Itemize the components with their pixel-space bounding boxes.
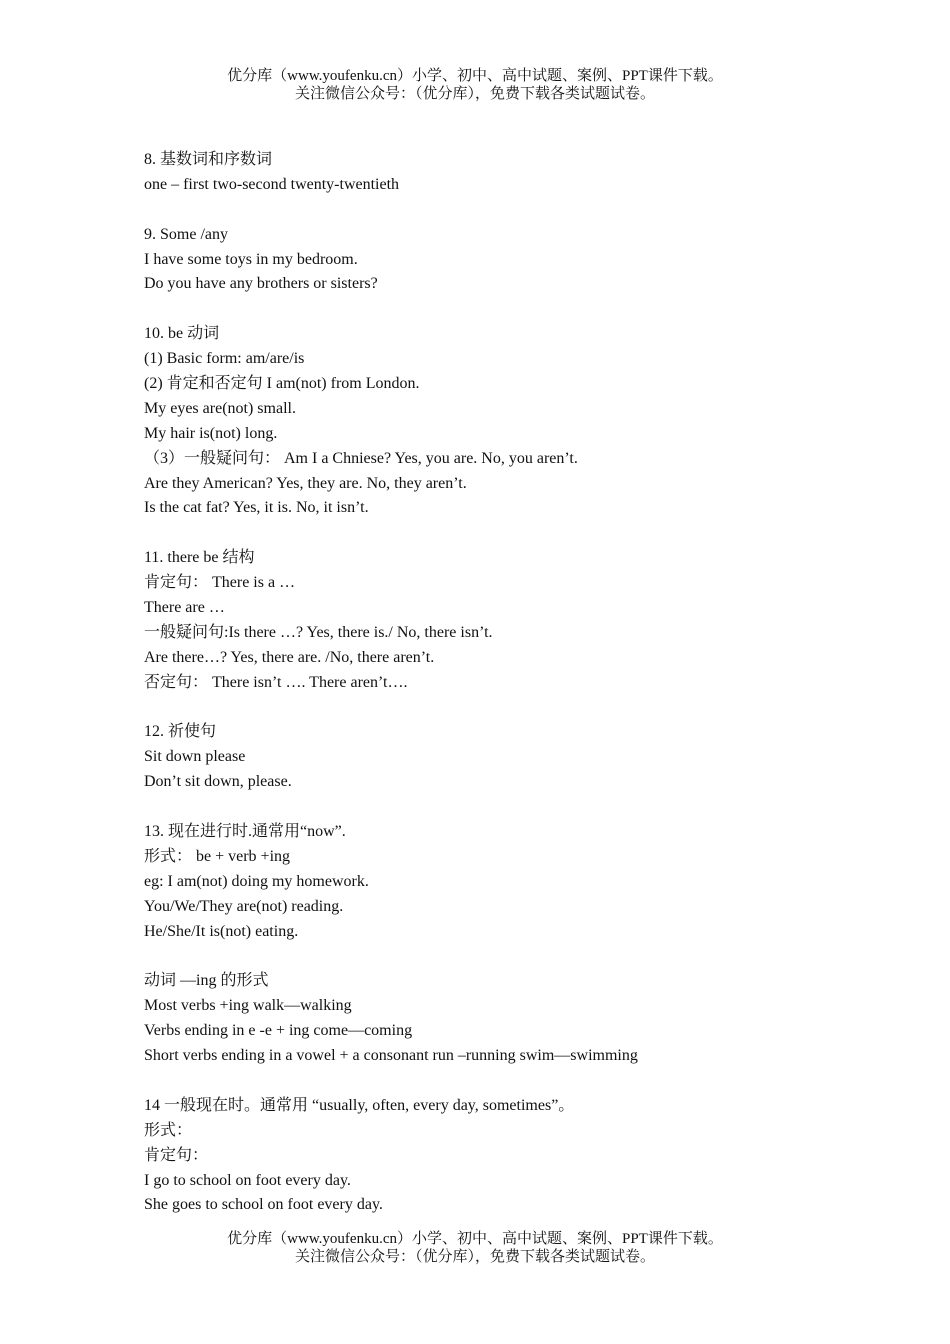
text-line: 13. 现在进行时.通常用“now”. xyxy=(144,823,346,841)
text-line: 形式： xyxy=(144,1121,193,1139)
text-line: 肯定句： There is a … xyxy=(144,574,296,592)
text-line: Is the cat fat? Yes, it is. No, it isn’t. xyxy=(144,499,369,517)
text-line: 形式： be + verb +ing xyxy=(144,847,291,865)
footer-line-1: 优分库（www.youfenku.cn）小学、初中、高中试题、案例、PPT课件下载。 xyxy=(227,1231,723,1247)
text-line: You/We/They are(not) reading. xyxy=(144,897,344,915)
text-line: My hair is(not) long. xyxy=(144,424,278,442)
blank-line xyxy=(144,521,904,546)
text-line: 8. 基数词和序数词 xyxy=(144,151,273,168)
text-line: Sit down please xyxy=(144,748,246,766)
text-line: (2) 肯定和否定句 I am(not) from London. xyxy=(144,375,420,393)
blank-line xyxy=(144,1069,904,1094)
text-line: Are they American? Yes, they are. No, they aren’t. xyxy=(144,474,467,492)
text-line: 11. there be 结构 xyxy=(144,549,255,567)
text-line: My eyes are(not) small. xyxy=(144,399,296,417)
text-line: Short verbs ending in a vowel + a consonant run –running swim—swimming xyxy=(144,1047,638,1065)
page-footer xyxy=(0,1230,950,1266)
text-line: Verbs ending in e -e + ing come—coming xyxy=(144,1022,413,1040)
text-line: (1) Basic form: am/are/is xyxy=(144,350,305,368)
text-line: 否定句： There isn’t …. There aren’t…. xyxy=(144,673,408,691)
blank-line xyxy=(144,696,904,721)
text-line: eg: I am(not) doing my homework. xyxy=(144,872,369,890)
text-line: Don’t sit down, please. xyxy=(144,773,292,791)
blank-line xyxy=(144,795,904,820)
text-line: She goes to school on foot every day. xyxy=(144,1196,383,1214)
blank-line xyxy=(144,945,904,970)
page-header xyxy=(0,67,950,103)
text-line: Do you have any brothers or sisters? xyxy=(144,275,378,293)
text-line: I go to school on foot every day. xyxy=(144,1171,351,1189)
text-line: 14 一般现在时。通常用 “usually, often, every day, sometimes”。 xyxy=(144,1096,575,1114)
document-body xyxy=(144,148,904,1218)
text-line: 10. be 动词 xyxy=(144,325,220,343)
text-line: I have some toys in my bedroom. xyxy=(144,250,358,268)
blank-line xyxy=(144,198,904,223)
text-line: 9. Some /any xyxy=(144,225,228,243)
text-line: 12. 祈使句 xyxy=(144,723,217,741)
text-line: 一般疑问句:Is there …? Yes, there is./ No, there isn’t. xyxy=(144,623,493,641)
text-line: He/She/It is(not) eating. xyxy=(144,922,299,940)
text-line: one – first two-second twenty-twentieth xyxy=(144,175,400,193)
text-line: Most verbs +ing walk—walking xyxy=(144,997,352,1015)
footer-line-2: 关注微信公众号：（优分库），免费下载各类试题试卷。 xyxy=(294,1249,655,1265)
header-line-2: 关注微信公众号：（优分库），免费下载各类试题试卷。 xyxy=(294,86,655,102)
text-line: 动词 —ing 的形式 xyxy=(144,972,269,990)
text-line: Are there…? Yes, there are. /No, there aren’t. xyxy=(144,648,435,666)
header-line-1: 优分库（www.youfenku.cn）小学、初中、高中试题、案例、PPT课件下载。 xyxy=(227,68,723,84)
text-line: （3）一般疑问句： Am I a Chniese? Yes, you are. No, you aren’t. xyxy=(144,449,578,467)
text-line: There are … xyxy=(144,599,225,617)
text-line: 肯定句： xyxy=(144,1146,209,1164)
blank-line xyxy=(144,297,904,322)
